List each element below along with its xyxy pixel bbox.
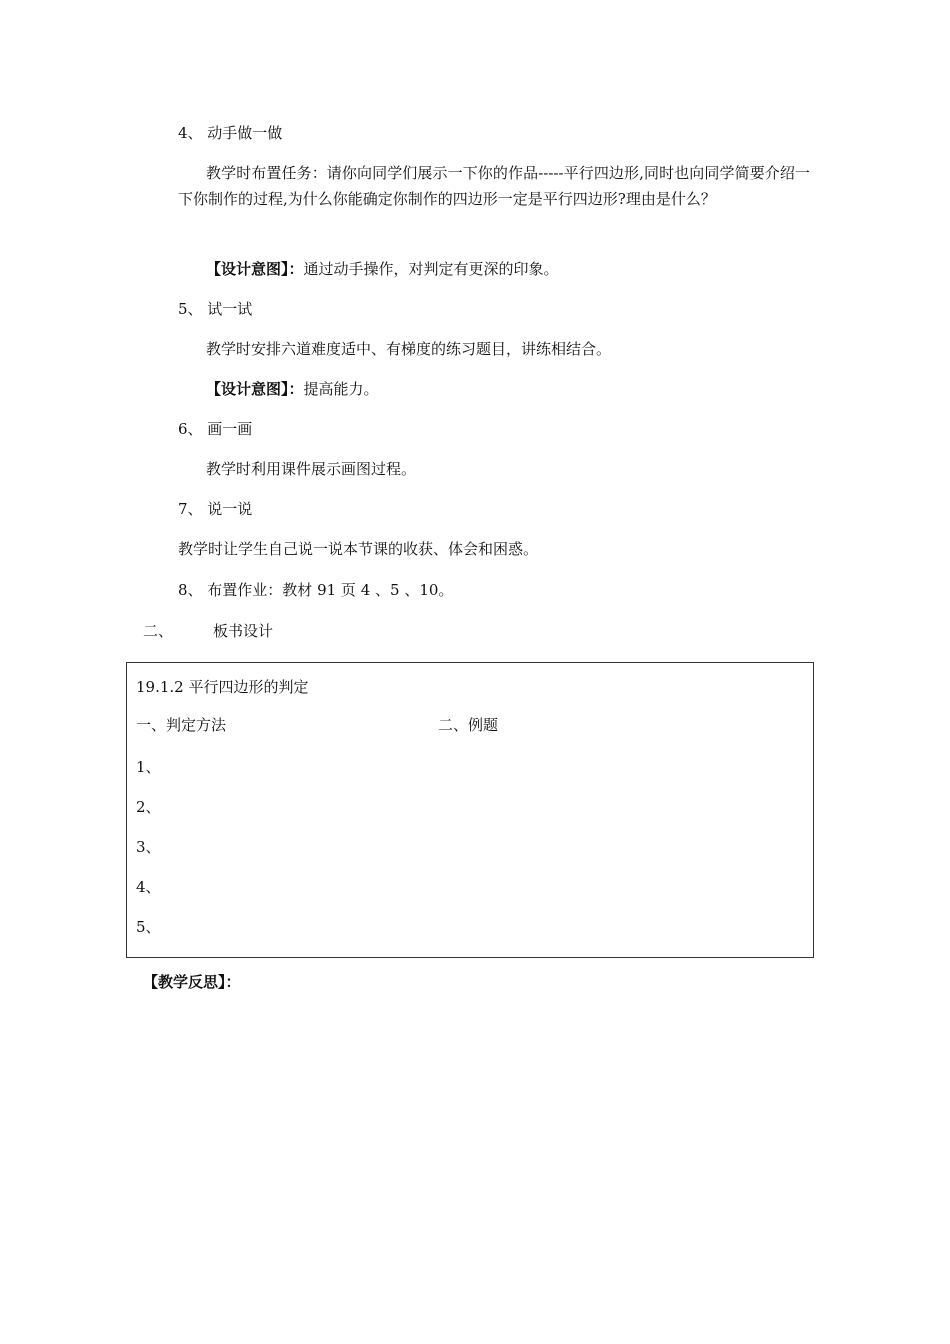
section-7-heading: 7、 说一说 bbox=[178, 500, 253, 518]
part-2-number: 二、 bbox=[143, 622, 174, 640]
section-5-heading: 5、 试一试 bbox=[178, 300, 253, 318]
section-6-heading: 6、 画一画 bbox=[178, 420, 253, 438]
part-2-title: 板书设计 bbox=[213, 622, 274, 640]
board-item: 1、 bbox=[136, 758, 161, 776]
section-4-heading: 4、 动手做一做 bbox=[178, 124, 283, 142]
teaching-reflection-label: 【教学反思】： bbox=[143, 973, 241, 991]
board-item: 4、 bbox=[136, 878, 161, 896]
board-right-heading: 二、例题 bbox=[438, 716, 499, 734]
design-intent-text: 提高能力。 bbox=[303, 380, 379, 398]
section-4-text: 教学时布置任务：请你向同学们展示一下你的作品-----平行四边形,同时也向同学简要介绍一下你制作的过程,为什么你能确定你制作的四边形一定是平行四边形?理由是什么？ bbox=[178, 164, 810, 208]
board-title: 19.1.2 平行四边形的判定 bbox=[136, 678, 309, 696]
design-intent-label: 【设计意图】： bbox=[206, 380, 304, 398]
design-intent-label: 【设计意图】： bbox=[206, 260, 304, 278]
section-7-text: 教学时让学生自己说一说本节课的收获、体会和困惑。 bbox=[178, 540, 539, 558]
board-design-box bbox=[126, 662, 814, 958]
section-4-intent bbox=[206, 259, 559, 279]
design-intent-text: 通过动手操作，对判定有更深的印象。 bbox=[303, 260, 559, 278]
section-6-text: 教学时利用课件展示画图过程。 bbox=[206, 460, 417, 478]
board-item: 5、 bbox=[136, 918, 161, 936]
section-5-text: 教学时安排六道难度适中、有梯度的练习题目，讲练相结合。 bbox=[206, 340, 612, 358]
section-5-intent bbox=[206, 379, 379, 399]
board-left-heading: 一、判定方法 bbox=[136, 716, 227, 734]
board-item: 3、 bbox=[136, 838, 161, 856]
section-8-text: 8、 布置作业：教材 91 页 4 、5 、10。 bbox=[178, 581, 454, 599]
board-item: 2、 bbox=[136, 798, 161, 816]
